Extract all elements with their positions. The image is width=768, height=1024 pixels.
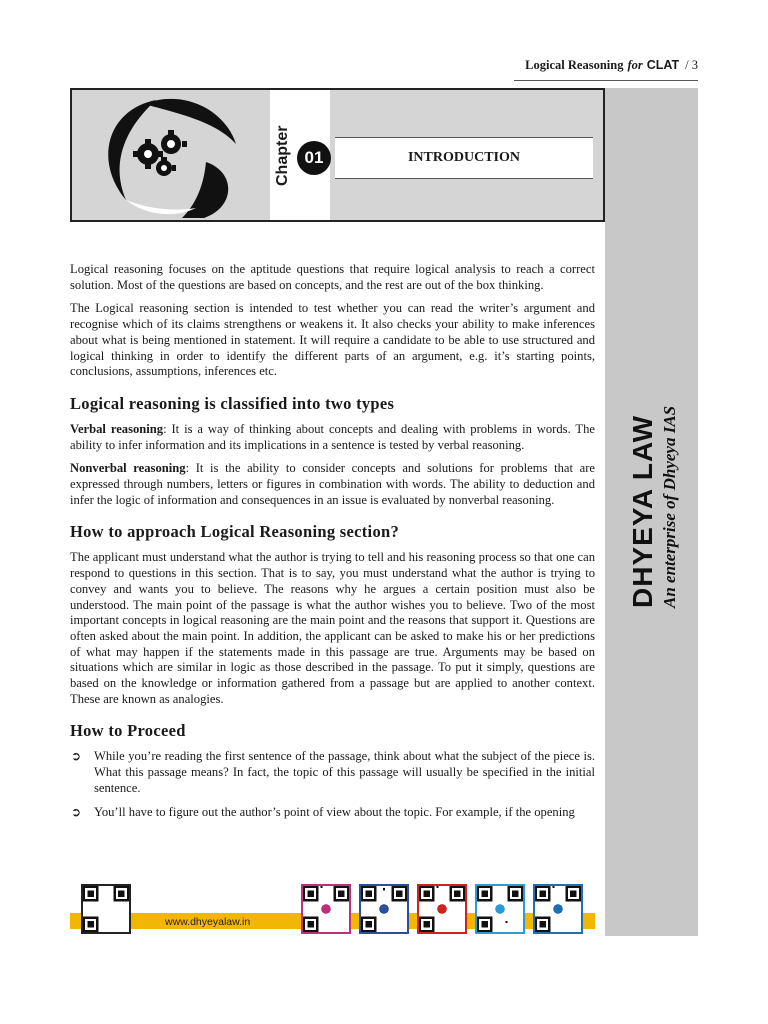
approach-paragraph: The applicant must understand what the author is trying to tell and his reasoning process so that one can respond to questions in this section. That is to say, you must understand what the author is trying to convey and wants you to believe. The reasons why he argues a certain position must also be understood. The main point of the passage is what the author wishes you to believe. Two of the most important concepts in logical reasoning are the main point and the reasons that support it. Questions are often asked about the main point. In addition, the applicant can be asked to make his or her predictions of what may happen if the statements made in this passage are true. Arguments may be based on situations which are similar in logic as those described in the passage. To put it simply, questions are based on the knowledge or information gathered from a passage but are applied to another context. These are known as analogies. (70, 550, 595, 706)
chapter-number-badge: 01 (297, 141, 331, 175)
nonverbal-paragraph (70, 461, 595, 508)
brand-tagline: An enterprise of Dhyeya IAS (660, 405, 679, 608)
arrow-bullet-icon: ➲ (71, 804, 82, 819)
footer-url[interactable]: www.dhyeyalaw.in (165, 916, 251, 928)
book-title: Logical Reasoning (525, 58, 624, 72)
twitter-qr-icon[interactable] (475, 884, 525, 934)
brand-name: DHYEYA LAW (627, 414, 658, 608)
brand-vertical (628, 406, 680, 608)
page-number: / 3 (685, 58, 698, 72)
exam-name: CLAT (646, 58, 680, 72)
arrow-bullet-icon: ➲ (71, 749, 82, 764)
website-qr-icon[interactable] (81, 884, 131, 934)
heading-proceed: How to Proceed (70, 721, 186, 741)
chapter-title: INTRODUCTION (335, 137, 593, 179)
chapter-banner (70, 88, 605, 222)
running-head (525, 58, 698, 73)
facebook-qr-icon[interactable] (359, 884, 409, 934)
heading-types: Logical reasoning is classified into two types (70, 393, 395, 413)
gears-head-illustration (86, 92, 258, 220)
youtube-qr-icon[interactable] (417, 884, 467, 934)
verbal-paragraph (70, 422, 595, 453)
heading-approach: How to approach Logical Reasoning section? (70, 522, 400, 542)
nonverbal-term: Nonverbal reasoning (70, 461, 186, 476)
list-item: ➲ You’ll have to figure out the author’s point of view about the topic. For example, if the opening (71, 804, 575, 819)
verbal-definition: : It is a way of thinking about concepts and dealing with problems in words. The ability to infer information and its implications in a sentence is tested by verbal reasoning. (70, 421, 595, 452)
proceed-list (70, 749, 595, 820)
page-content (70, 262, 595, 828)
intro-paragraph-1: Logical reasoning focuses on the aptitude questions that require logical analysis to reach a correct solution. Most of the questions are based on concepts, and the rest are out of the box thinking. (70, 262, 595, 292)
header-rule (514, 80, 698, 81)
list-item: ➲ While you’re reading the first sentence of the passage, think about what the subject of the piece is. What this passage means? In fact, the topic of this passage will usually be specified in the initial sentence. (71, 749, 595, 795)
instagram-qr-icon[interactable] (301, 884, 351, 934)
nonverbal-definition: : It is the ability to consider concepts and solutions for problems that are expressed through numbers, letters or figures in combination with words. The ability to deduction and infer the logic of information and consequences in an issue is evaluated by nonverbal reasoning. (70, 461, 595, 507)
for-word: for (627, 58, 643, 72)
chapter-label: Chapter (274, 125, 291, 186)
intro-paragraph-2: The Logical reasoning section is intended to test whether you can read the writer’s argument and recognise which of its claims strengthens or weakens it. It also checks your ability to make inferences about what is being mentioned in statement. It will require a candidate to be able to use structured and logical thinking in order to identify the different parts of an argument, e.g. it’s starting points, conclusions, assumptions, inferences etc. (70, 301, 595, 379)
linkedin-qr-icon[interactable] (533, 884, 583, 934)
verbal-term: Verbal reasoning (70, 421, 164, 436)
